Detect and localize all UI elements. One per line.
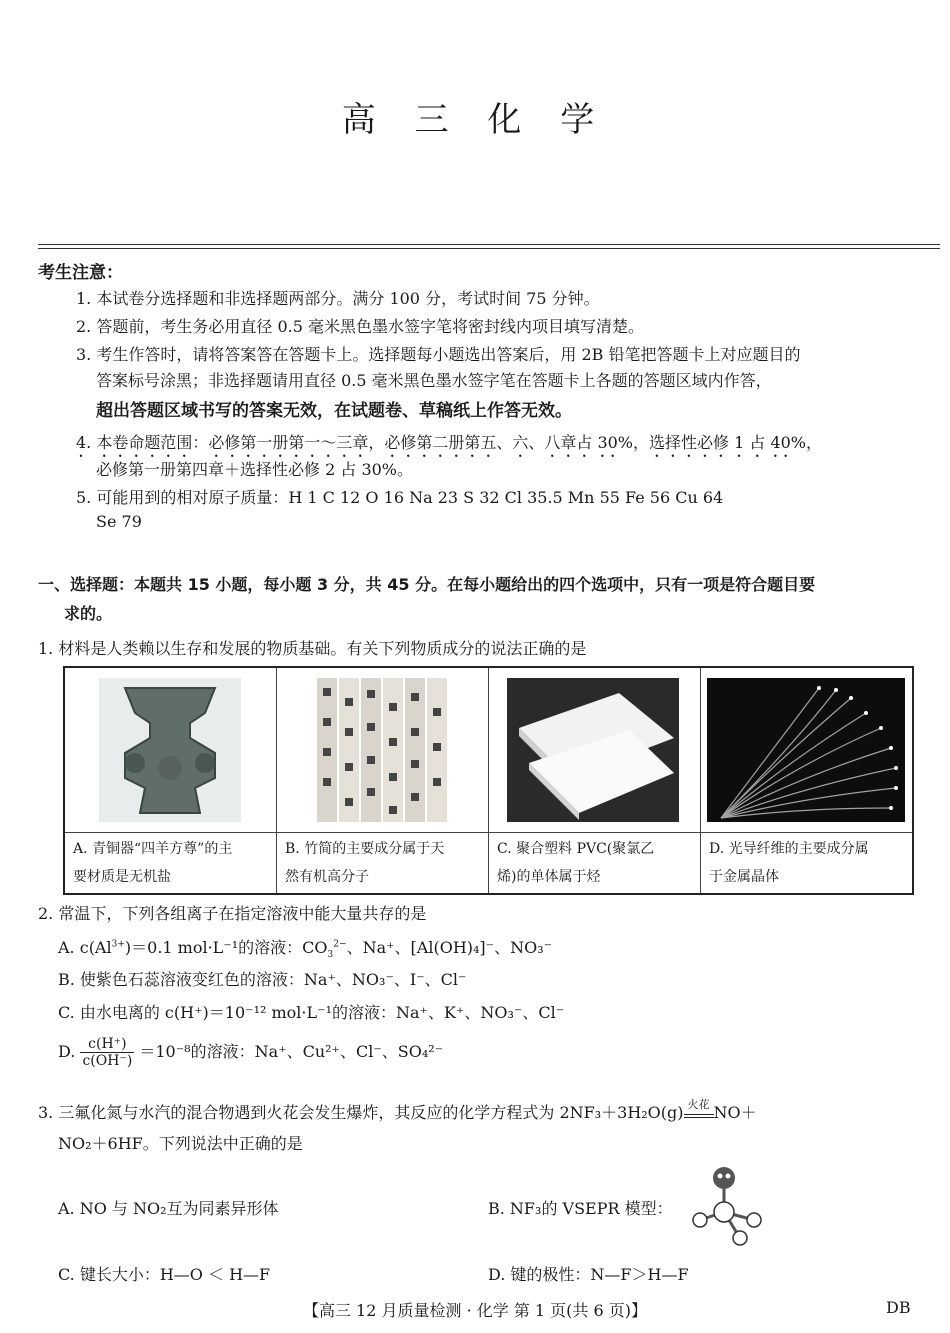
option-c-caption: C. 聚合塑料 PVC(聚氯乙 烯)的单体属于烃 (497, 841, 655, 885)
notice-heading: 考生注意： (38, 263, 123, 283)
option-b: B. 使紫色石蕊溶液变红色的溶液：Na⁺、NO₃⁻、I⁻、Cl⁻ (58, 970, 467, 989)
header-rule (38, 248, 940, 249)
notice-item: 3. 考生作答时，请将答案答在答题卡上。选择题每小题选出答案后，用 2B 铅笔把答题卡上对应题目的 (76, 345, 801, 364)
notice-item: 答案标号涂黑；非选择题请用直径 0.5 毫米黑色墨水签字笔在答题卡上各题的答题区域内作答， (96, 371, 772, 390)
vsepr-model-icon (688, 1162, 768, 1248)
option-c: C. 键长大小：H—O ＜ H—F (58, 1265, 271, 1284)
notice-item: 1. 本试卷分选择题和非选择题两部分。满分 100 分，考试时间 75 分钟。 (76, 289, 600, 308)
question-stem: 1. 材料是人类赖以生存和发展的物质基础。有关下列物质成分的说法正确的是 (38, 639, 587, 658)
page-footer: 【高三 12 月质量检测 · 化学 第 1 页(共 6 页)】 (302, 1301, 648, 1320)
reaction-arrow: 火花 (684, 1108, 714, 1118)
option-c: C. 由水电离的 c(H⁺)＝10⁻¹² mol·L⁻¹的溶液：Na⁺、K⁺、NO₃⁻、Cl⁻ (58, 1003, 565, 1022)
option-a: A. $c(Al^{3+})=0.1$ mol·L⁻¹的溶液：$CO_3^{2-}$、Na⁺、[Al(OH)₄]⁻、NO₃⁻ (58, 938, 553, 961)
question-stem: 3. 三氟化氮与水汽的混合物遇到火花会发生爆炸，其反应的化学方程式为 2NF₃＋3H₂O(g) 火花 NO＋ (38, 1098, 757, 1122)
notice-item: 5. 可能用到的相对原子质量：H 1 C 12 O 16 Na 23 S 32 Cl 35.5 Mn 55 Fe 56 Cu 64 (76, 488, 724, 507)
pvc-sheets-photo (489, 668, 700, 832)
notice-item: 4. 本卷命题范围：必修第一册第一～三章，必修第二册第五、六、八章占 30%，选择性必修 1 占 40%， (76, 433, 823, 452)
option-b: B. NF₃的 VSEPR 模型： (488, 1199, 673, 1218)
optical-fiber-photo (701, 668, 912, 832)
question-stem: NO₂＋6HF。下列说法中正确的是 (58, 1134, 303, 1153)
option-a-caption: A. 青铜器“四羊方尊”的主 要材质是无机盐 (73, 841, 233, 885)
materials-table (63, 666, 914, 895)
option-d: D. 键的极性：N—F＞H—F (488, 1265, 689, 1284)
option-d: D. $\frac{c(H^+)}{c(OH^-)}$ ＝10⁻⁸的溶液：Na⁺、Cu²⁺、Cl⁻、SO₄²⁻ (58, 1036, 444, 1069)
notice-item: Se 79 (96, 512, 142, 531)
bamboo-slips-photo (277, 668, 488, 832)
bronze-vessel-photo (65, 668, 276, 832)
section-heading: 求的。 (64, 604, 113, 623)
page-title: 高 三 化 学 (341, 100, 609, 140)
notice-warning: 超出答题区域书写的答案无效，在试题卷、草稿纸上作答无效。 (96, 401, 572, 421)
header-rule (38, 244, 940, 245)
question-stem: 2. 常温下，下列各组离子在指定溶液中能大量共存的是 (38, 904, 427, 923)
option-d-caption: D. 光导纤维的主要成分属 于金属晶体 (709, 841, 869, 885)
option-b-caption: B. 竹简的主要成分属于天 然有机高分子 (285, 841, 445, 885)
notice-item: 2. 答题前，考生务必用直径 0.5 毫米黑色墨水签字笔将密封线内项目填写清楚。 (76, 317, 644, 336)
section-heading: 一、选择题：本题共 15 小题，每小题 3 分，共 45 分。在每小题给出的四个选项中，只有一项是符合题目要 (38, 575, 816, 594)
page-code: DB (886, 1298, 911, 1317)
fraction: $\frac{c(H^+)}{c(OH^-)}$ (82, 1036, 133, 1069)
option-a: A. NO 与 NO₂互为同素异形体 (58, 1199, 279, 1218)
notice-item: 必修第一册第四章＋选择性必修 2 占 30%。 (96, 460, 414, 479)
